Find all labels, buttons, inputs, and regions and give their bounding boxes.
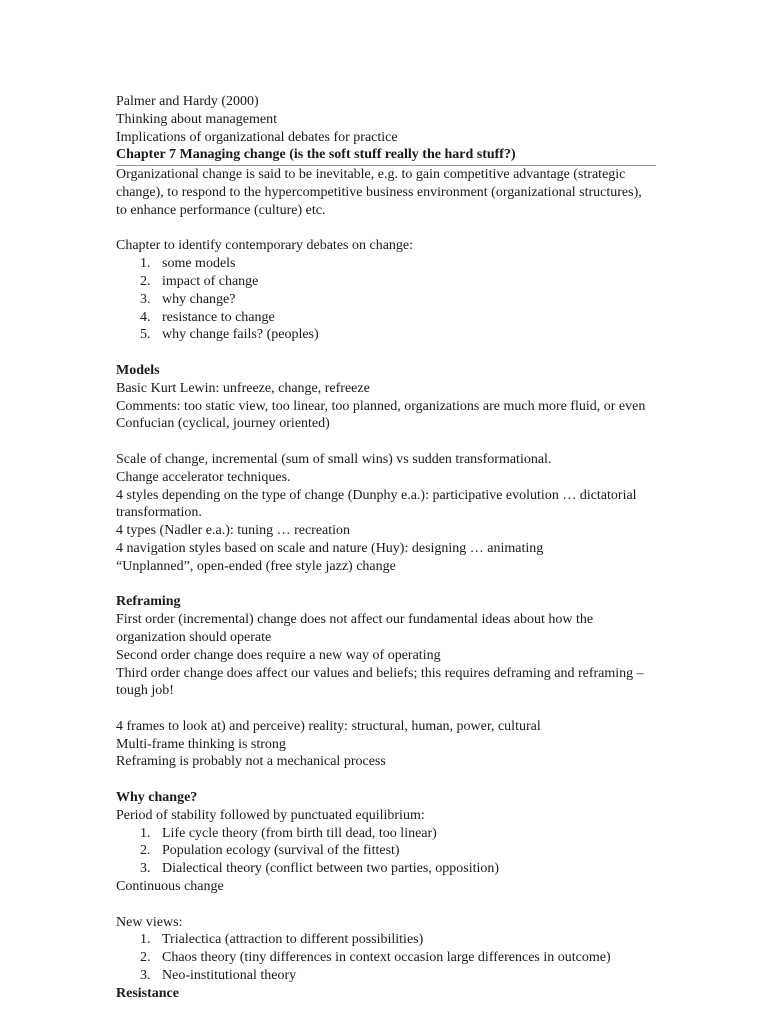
- book-title: Thinking about management: [116, 111, 277, 127]
- why-change-lead: Period of stability followed by punctuated equilibrium:: [116, 807, 425, 823]
- list-item: 3. Neo-institutional theory: [140, 968, 297, 984]
- reframing-line: Reframing is probably not a mechanical process: [116, 754, 386, 770]
- why-change-list: [116, 825, 656, 878]
- debates-list: [116, 255, 656, 344]
- document-body: [116, 93, 656, 1003]
- models-line: Scale of change, incremental (sum of small wins) vs sudden transformational.: [116, 451, 552, 467]
- chapter-heading: Chapter 7 Managing change (is the soft stuff really the hard stuff?): [116, 146, 656, 166]
- list-item: 3. Dialectical theory (conflict between two parties, opposition): [140, 861, 500, 877]
- intro-paragraph: Organizational change is said to be inevitable, e.g. to gain competitive advantage (strategic change), to respond to the hypercompetitive business environment (organizational structures), to enhance performance (culture) etc.: [116, 167, 642, 218]
- list-item: 2. impact of change: [140, 273, 259, 289]
- reframing-line: Second order change does require a new way of operating: [116, 647, 441, 663]
- list-item: 3. why change?: [140, 291, 236, 307]
- citation: Palmer and Hardy (2000): [116, 94, 259, 109]
- list-item: 1. Trialectica (attraction to different possibilities): [140, 932, 424, 948]
- new-views-lead: New views:: [116, 914, 183, 930]
- models-line: Change accelerator techniques.: [116, 469, 291, 485]
- section-heading-reframing: Reframing: [116, 594, 181, 610]
- reframing-line: First order (incremental) change does not affect our fundamental ideas about how the organization should operate: [116, 612, 594, 645]
- spacer: [116, 700, 656, 718]
- list-item: 2. Population ecology (survival of the fittest): [140, 843, 400, 859]
- debates-lead: Chapter to identify contemporary debates on change:: [116, 238, 414, 254]
- book-subtitle: Implications of organizational debates for practice: [116, 129, 398, 145]
- section-heading-why-change: Why change?: [116, 790, 198, 806]
- reframing-line: Multi-frame thinking is strong: [116, 736, 286, 752]
- models-line: “Unplanned”, open-ended (free style jazz) change: [116, 558, 396, 574]
- comments-paragraph: Comments: too static view, too linear, too planned, organizations are much more fluid, or even Confucian (cyclical, journey oriented): [116, 398, 646, 432]
- continuous-change: Continuous change: [116, 879, 224, 895]
- spacer: [116, 896, 656, 914]
- spacer: [116, 344, 656, 362]
- section-heading-models: Models: [116, 362, 160, 378]
- reframing-line: 4 frames to look at) and perceive) reality: structural, human, power, cultural: [116, 718, 541, 734]
- list-item: 5. why change fails? (peoples): [140, 327, 319, 343]
- spacer: [116, 771, 656, 789]
- models-line: 4 styles depending on the type of change (Dunphy e.a.): participative evolution … dictatorial transformation.: [116, 487, 637, 521]
- models-line: 4 types (Nadler e.a.): tuning … recreation: [116, 523, 351, 539]
- list-item: 2. Chaos theory (tiny differences in context occasion large differences in outcome): [140, 950, 611, 966]
- spacer: [116, 220, 656, 238]
- new-views-list: [116, 931, 656, 984]
- list-item: 1. some models: [140, 256, 236, 272]
- models-line: 4 navigation styles based on scale and nature (Huy): designing … animating: [116, 540, 544, 556]
- spacer: [116, 433, 656, 451]
- lewin-line: Basic Kurt Lewin: unfreeze, change, refreeze: [116, 380, 370, 396]
- reframing-line: Third order change does affect our values and beliefs; this requires deframing and reframing – tough job!: [116, 665, 644, 699]
- list-item: 4. resistance to change: [140, 309, 275, 325]
- list-item: 1. Life cycle theory (from birth till dead, too linear): [140, 825, 437, 841]
- section-heading-resistance: Resistance: [116, 985, 179, 1001]
- spacer: [116, 576, 656, 594]
